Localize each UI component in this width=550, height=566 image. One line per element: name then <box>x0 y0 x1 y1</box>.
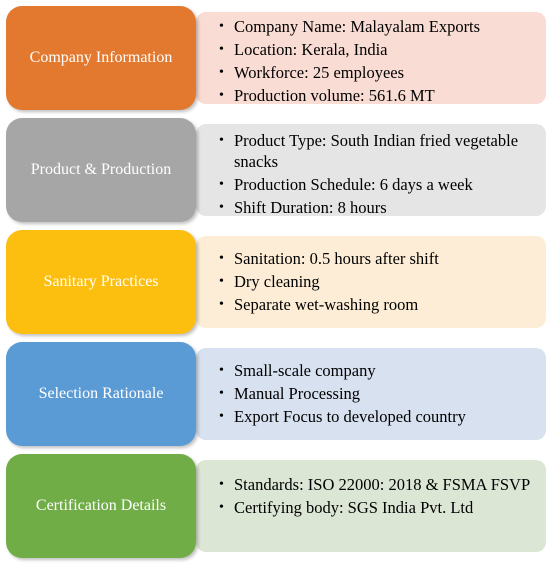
detail-item: • Product Type: South Indian fried vegetable snacks <box>219 131 519 171</box>
detail-item: • Location: Kerala, India <box>219 40 388 59</box>
detail-item: • Sanitation: 0.5 hours after shift <box>219 249 439 268</box>
section-label: Certification Details <box>6 454 196 558</box>
section-company-information <box>6 6 546 110</box>
detail-item: • Export Focus to developed country <box>219 407 466 426</box>
detail-item: • Shift Duration: 8 hours <box>219 198 387 217</box>
section-label: Product & Production <box>6 118 196 222</box>
section-details <box>196 460 546 552</box>
section-details <box>196 348 546 440</box>
section-selection-rationale <box>6 342 546 446</box>
section-sanitary-practices <box>6 230 546 334</box>
section-details <box>196 124 546 216</box>
detail-item: • Company Name: Malayalam Exports <box>219 17 481 36</box>
section-details <box>196 12 546 104</box>
detail-item: • Production volume: 561.6 MT <box>219 86 435 105</box>
section-certification-details <box>6 454 546 558</box>
detail-item: • Certifying body: SGS India Pvt. Ltd <box>219 498 474 517</box>
section-product-production <box>6 118 546 222</box>
section-label: Company Information <box>6 6 196 110</box>
detail-item: • Dry cleaning <box>219 272 320 291</box>
detail-item: • Workforce: 25 employees <box>219 63 405 82</box>
section-label: Sanitary Practices <box>6 230 196 334</box>
section-details <box>196 236 546 328</box>
detail-item: • Manual Processing <box>219 384 361 403</box>
detail-item: • Small-scale company <box>219 361 376 380</box>
detail-item: • Standards: ISO 22000: 2018 & FSMA FSVP <box>219 475 531 494</box>
detail-item: • Separate wet-washing room <box>219 295 419 314</box>
detail-item: • Production Schedule: 6 days a week <box>219 175 473 194</box>
section-label: Selection Rationale <box>6 342 196 446</box>
